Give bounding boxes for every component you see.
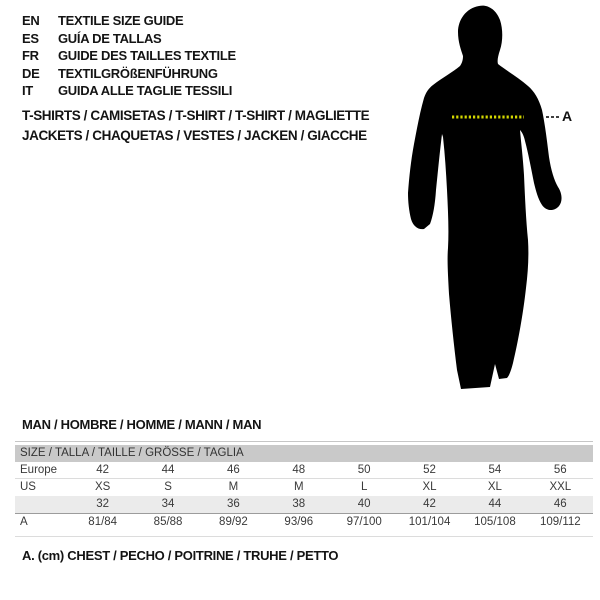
language-title: TEXTILE SIZE GUIDE	[58, 13, 184, 28]
language-row	[22, 12, 236, 30]
language-title-list	[22, 12, 236, 100]
table-cell: 32	[96, 498, 110, 510]
table-cell: S	[164, 481, 172, 493]
table-cell: 89/92	[219, 515, 248, 528]
table-cell: 54	[488, 463, 502, 476]
table-header: SIZE / TALLA / TAILLE / GRÖSSE / TAGLIA	[15, 445, 593, 462]
measurement-label-a: A	[562, 108, 573, 124]
table-cell: 34	[161, 498, 175, 510]
category-list	[22, 106, 369, 146]
table-cell: 97/100	[346, 515, 382, 528]
language-code: ES	[22, 30, 39, 46]
section-title-man: MAN / HOMBRE / HOMME / MANN / MAN	[22, 417, 262, 432]
table-row-us	[15, 479, 593, 496]
table-cell: 105/108	[474, 515, 516, 528]
table-top-rule	[15, 441, 593, 442]
category-tshirts: T-SHIRTS / CAMISETAS / T-SHIRT / T-SHIRT / MAGLIETTE	[22, 108, 370, 123]
language-title: TEXTILGRÖßENFÜHRUNG	[58, 65, 218, 81]
table-cell: 48	[292, 463, 306, 476]
table-cell: 50	[357, 463, 371, 476]
table-cell: 36	[227, 498, 240, 510]
language-row	[22, 65, 236, 83]
table-cell: M	[228, 481, 239, 493]
table-cell: 40	[357, 498, 371, 510]
table-cell: XS	[95, 481, 111, 493]
measurement-footnote: A. (cm) CHEST / PECHO / POITRINE / TRUHE / PETTO	[22, 548, 339, 563]
table-bottom-rule	[15, 536, 593, 537]
language-row	[22, 82, 236, 100]
language-row	[22, 30, 236, 48]
table-cell: XXL	[549, 481, 572, 493]
language-code: EN	[22, 13, 40, 28]
man-silhouette-figure	[400, 0, 580, 400]
table-cell: 44	[161, 463, 175, 476]
table-cell: 85/88	[153, 515, 183, 528]
language-title: GUIDE DES TAILLES TEXTILE	[58, 48, 236, 63]
language-code: IT	[22, 83, 33, 98]
table-cell: 109/112	[539, 515, 581, 528]
table-cell: 46	[227, 463, 240, 476]
row-label: Europe	[20, 463, 58, 476]
table-cell: 44	[488, 498, 502, 510]
table-row-europe	[15, 462, 593, 479]
table-cell: 46	[553, 498, 567, 510]
language-title: GUIDA ALLE TAGLIE TESSILI	[58, 83, 233, 98]
table-cell: L	[360, 481, 368, 493]
table-cell: 93/96	[284, 515, 314, 528]
table-cell: 42	[423, 498, 436, 510]
language-title: GUÍA DE TALLAS	[58, 30, 162, 46]
table-cell: 52	[423, 463, 436, 476]
table-cell: XL	[487, 481, 502, 493]
row-label: US	[20, 481, 36, 493]
size-table	[15, 441, 593, 537]
table-cell: 81/84	[88, 515, 118, 528]
language-code: DE	[22, 65, 40, 81]
table-cell: 42	[96, 463, 110, 476]
table-row-us-numeric	[15, 496, 593, 513]
table-cell: 38	[292, 498, 306, 510]
table-cell: 56	[553, 463, 567, 476]
table-cell: XL	[422, 481, 437, 493]
row-label: A	[20, 515, 28, 528]
table-cell: 101/104	[408, 515, 451, 528]
language-row	[22, 47, 236, 65]
man-silhouette-icon	[400, 0, 580, 400]
table-cell: M	[294, 481, 304, 493]
language-code: FR	[22, 48, 39, 63]
category-jackets: JACKETS / CHAQUETAS / VESTES / JACKEN / GIACCHE	[22, 128, 367, 143]
table-row-chest-cm	[15, 513, 593, 530]
